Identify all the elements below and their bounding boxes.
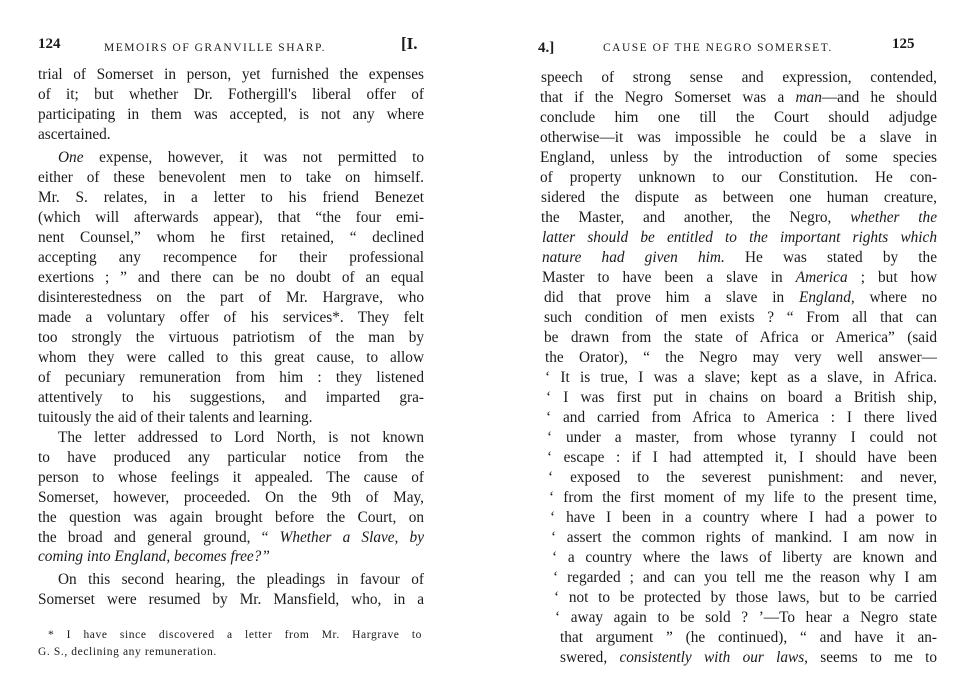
body-line: ‘ away again to be sold ? ’—To hear a Negro state xyxy=(555,609,937,626)
body-line: accepting any recompence for their professional xyxy=(38,249,424,266)
emphasis: nature had given him. xyxy=(542,249,725,266)
body-line xyxy=(58,148,424,168)
body-line: made a voluntary offer of his services*. They felt xyxy=(38,309,424,326)
footnote xyxy=(38,627,422,661)
body-line: that argument ” (he continued), “ and have it an- xyxy=(560,629,937,646)
body-line: ‘ a country where the laws of liberty are known and xyxy=(552,549,937,566)
body-line: otherwise—it was impossible he could be a slave in xyxy=(540,129,937,146)
body-line: such condition of men exists ? “ From all that can xyxy=(544,309,937,326)
body-line: Somerset, however, proceeded. On the 9th of May, xyxy=(38,489,424,506)
body-line: (which will afterwards appear), that “the four emi- xyxy=(38,209,424,226)
body-line: sidered the dispute as between one human creature, xyxy=(541,189,937,206)
body-line: the Orator), “ the Negro may very well answer— xyxy=(545,349,937,366)
emphasis: America xyxy=(795,269,848,286)
right-running-title: CAUSE OF THE NEGRO SOMERSET. xyxy=(603,42,833,54)
body-line: nent Counsel,” whom he first retained, “ declined xyxy=(38,229,424,246)
body-line: conclude him one till the Court should adjudge xyxy=(540,109,937,126)
body-line: the question was again brought before the Court, on xyxy=(38,509,424,526)
body-line: nature had given him. He was stated by the xyxy=(542,249,937,266)
left-running-title: MEMOIRS OF GRANVILLE SHARP. xyxy=(104,42,326,54)
body-line: Somerset were resumed by Mr. Mansfield, who, in a xyxy=(38,591,424,608)
body-line: trial of Somerset in person, yet furnished the expenses xyxy=(38,66,424,83)
right-page xyxy=(500,0,980,700)
body-line: of it; but whether Dr. Fothergill's liberal offer of xyxy=(38,86,424,103)
body-line: that if the Negro Somerset was a man—and he should xyxy=(540,89,937,106)
body-line: person to whose feelings it appealed. The cause of xyxy=(38,469,424,486)
body-line: tuitously the aid of their talents and learning. xyxy=(38,409,313,426)
emphasis: Whether a Slave, by xyxy=(279,529,424,546)
body-line: ‘ escape : if I had attempted it, I should have been xyxy=(547,449,937,466)
footnote-line: G. S., declining any remuneration. xyxy=(38,646,217,658)
left-page xyxy=(0,0,480,700)
body-line: ‘ under a master, from whose tyranny I could not xyxy=(547,429,937,446)
right-page-number: 125 xyxy=(892,36,915,52)
body-line: to have produced any particular notice from the xyxy=(38,449,424,466)
body-line: Master to have been a slave in America ; but how xyxy=(542,269,937,286)
body-line: England, unless by the introduction of some species xyxy=(540,149,937,166)
line-rest: expense, however, it was not permitted to xyxy=(83,149,424,166)
gutter xyxy=(490,0,491,700)
body-line: too strongly the virtuous patriotism of the man by xyxy=(38,329,424,346)
emphasis: consistently with our laws, xyxy=(619,649,808,666)
right-chapter-mark: 4.] xyxy=(538,40,555,56)
emphasis: man xyxy=(795,89,822,106)
body-line: did that prove him a slave in England, where no xyxy=(544,289,937,306)
body-line: ‘ assert the common rights of mankind. I am now in xyxy=(551,529,937,546)
body-line: ‘ exposed to the severest punishment: and never, xyxy=(548,469,937,486)
body-line: ascertained. xyxy=(38,126,111,143)
body-line: whom they were called to this great cause, to allow xyxy=(38,349,424,366)
footnote-line: * I have since discovered a letter from Mr. Hargrave to xyxy=(48,629,422,641)
body-line: the broad and general ground, “ Whether a Slave, by xyxy=(38,529,424,546)
body-line: ‘ I was first put in chains on board a British ship, xyxy=(546,389,937,406)
body-line: exertions ; ” and there can be no doubt of an equal xyxy=(38,269,424,286)
body-line: latter should be entitled to the important rights which xyxy=(542,229,937,246)
body-line: On this second hearing, the pleadings in favour of xyxy=(58,571,424,588)
body-line: The letter addressed to Lord North, is not known xyxy=(58,429,424,446)
emphasis: whether the xyxy=(850,209,937,226)
body-line: Mr. S. relates, in a letter to his friend Benezet xyxy=(38,189,424,206)
left-chapter-mark: [I. xyxy=(401,34,418,53)
body-line: either of these benevolent men to take on himself. xyxy=(38,169,424,186)
body-line: of property unknown to our Constitution. He con- xyxy=(540,169,937,186)
body-line: speech of strong sense and expression, contended, xyxy=(541,69,937,86)
emphasis: England, xyxy=(799,289,855,306)
body-line: the Master, and another, the Negro, whether the xyxy=(541,209,937,226)
body-line: participating in them was accepted, is not any where xyxy=(38,106,424,123)
body-line: ‘ from the first moment of my life to the present time, xyxy=(549,489,937,506)
body-line: ‘ and carried from Africa to America : I there lived xyxy=(546,409,937,426)
body-line: swered, consistently with our laws, seems to me to xyxy=(560,649,937,666)
body-line: coming into England, becomes free?” xyxy=(38,548,270,565)
body-line: attentively to his suggestions, and imparted gra- xyxy=(38,389,424,406)
body-line: be drawn from the state of Africa or America” (said xyxy=(544,329,937,346)
body-line: of pecuniary remuneration from him : they listened xyxy=(38,369,424,386)
emphasis: One xyxy=(58,149,84,166)
body-line: ‘ regarded ; and can you tell me the reason why I am xyxy=(553,569,937,586)
body-line: disinterestedness on the part of Mr. Hargrave, who xyxy=(38,289,424,306)
body-line: ‘ have I been in a country where I had a power to xyxy=(550,509,937,526)
left-page-number: 124 xyxy=(38,36,61,52)
body-line: ‘ It is true, I was a slave; kept as a slave, in Africa. xyxy=(545,369,937,386)
body-line: ‘ not to be protected by those laws, but to be carried xyxy=(554,589,937,606)
